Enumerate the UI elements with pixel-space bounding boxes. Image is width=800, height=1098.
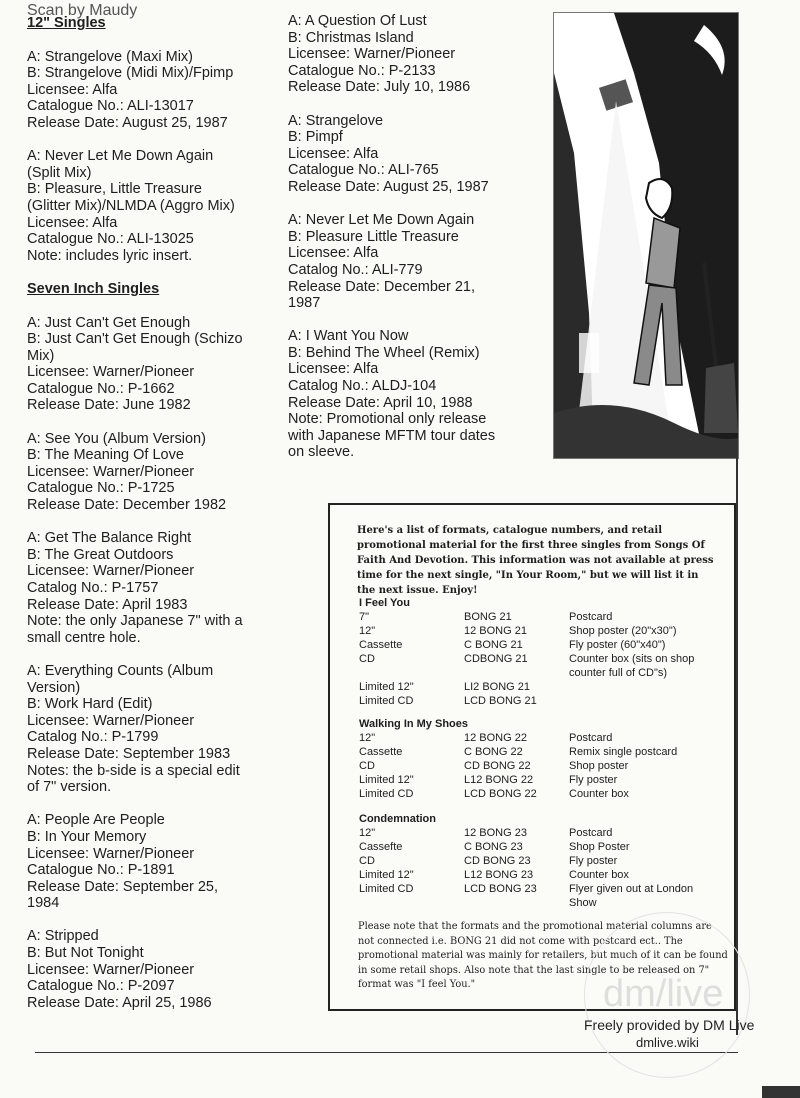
format-cell: Limited CD <box>359 788 414 800</box>
catalogue-cell: CD BONG 23 <box>464 855 531 867</box>
catalogue-cell: L12 BONG 22 <box>464 774 534 786</box>
entry-line: Licensee: Warner/Pioneer <box>27 463 195 480</box>
entry-line: Catalog No.: P-1799 <box>27 729 159 746</box>
entry-line: Catalogue No.: P-1662 <box>27 380 175 397</box>
entry-line: Licensee: Warner/Pioneer <box>27 961 195 978</box>
watermark-text: dm/live <box>603 973 724 1015</box>
entry-line: Note: includes lyric insert. <box>27 247 193 264</box>
entry-line: A: Never Let Me Down Again <box>288 212 475 229</box>
catalogue-cell: C BONG 22 <box>464 746 523 758</box>
scan-credit: Scan by Maudy <box>27 2 138 19</box>
catalogue-cell: C BONG 23 <box>464 841 523 853</box>
promo-cell: Postcard <box>569 611 613 623</box>
entry-line: Licensee: Alfa <box>288 245 379 262</box>
entry-line: Catalogue No.: P-1891 <box>27 862 175 879</box>
frame-line-vertical <box>736 455 738 1035</box>
group-condemnation <box>359 812 694 910</box>
entry-line: Release Date: December 1982 <box>27 497 227 514</box>
entry-line: B: In Your Memory <box>27 828 147 845</box>
entry-line: A: Never Let Me Down Again (Split Mix) <box>27 148 214 181</box>
catalogue-cell: LI2 BONG 21 <box>464 681 531 693</box>
entry-line: B: Strangelove (Midi Mix)/Fpimp <box>27 65 234 82</box>
entry-line: A: Get The Balance Right <box>27 530 192 547</box>
page-corner-tab <box>762 1086 800 1098</box>
format-cell: 12" <box>359 827 376 839</box>
format-cell: 7" <box>359 611 370 623</box>
entry-line: Licensee: Alfa <box>288 361 379 378</box>
entry-line: A: People Are People <box>27 812 165 829</box>
format-cell: Cassette <box>359 746 403 758</box>
entry-line: B: Behind The Wheel (Remix) <box>288 344 480 361</box>
entry-line: Licensee: Warner/Pioneer <box>27 712 195 729</box>
catalogue-cell: 12 BONG 23 <box>464 827 527 839</box>
entry-line: Release Date: April 25, 1986 <box>27 994 212 1011</box>
seven-inch-heading: Seven Inch Singles <box>27 280 160 297</box>
entry-line: Catalogue No.: ALI-765 <box>288 162 439 179</box>
entry-line: Licensee: Warner/Pioneer <box>288 46 456 63</box>
entry-line: Release Date: September 25, 1984 <box>27 878 219 912</box>
promo-cell: Counter box <box>569 788 629 800</box>
twelve-inch-heading: 12" Singles <box>27 15 106 31</box>
provided-by-credit: Freely provided by DM Live <box>584 1017 755 1033</box>
single-entry <box>27 315 277 415</box>
entry-line: Release Date: April 10, 1988 <box>288 394 473 411</box>
group-title: I Feel You <box>359 597 410 609</box>
entry-line: Licensee: Warner/Pioneer <box>27 845 195 862</box>
entry-line: A: Strangelove <box>288 112 384 129</box>
format-cell: CD <box>359 855 375 867</box>
entry-line: Release Date: August 25, 1987 <box>288 178 489 195</box>
sweeper-illustration <box>554 13 738 458</box>
column-two-list <box>288 13 538 461</box>
entry-line: A: Stripped <box>27 928 99 945</box>
group-i-feel-you <box>359 596 695 708</box>
entry-line: B: Work Hard (Edit) <box>27 696 153 713</box>
catalogue-cell: C BONG 21 <box>464 639 523 651</box>
promo-cell: Remix single postcard <box>569 746 678 758</box>
single-entry <box>27 431 277 514</box>
entry-line: A: Strangelove (Maxi Mix) <box>27 48 193 65</box>
entry-line: Licensee: Alfa <box>288 145 379 162</box>
entry-line: Release Date: July 10, 1986 <box>288 79 471 96</box>
catalogue-cell: LCD BONG 22 <box>464 788 537 800</box>
group-walking-in-my-shoes <box>359 717 678 801</box>
entry-line: Catalog No.: ALI-779 <box>288 261 423 278</box>
catalogue-cell: BONG 21 <box>464 611 512 623</box>
catalogue-cell: L12 BONG 23 <box>464 869 534 881</box>
entry-line: B: Pleasure Little Treasure <box>288 228 459 245</box>
entry-line: Catalogue No.: P-2097 <box>27 978 175 995</box>
entry-line: B: But Not Tonight <box>27 945 144 962</box>
format-cell: 12" <box>359 625 376 637</box>
entry-line: Release Date: September 1983 <box>27 745 231 762</box>
format-cell: CD <box>359 760 375 772</box>
illustration <box>553 12 739 459</box>
entry-line: Release Date: December 21, 1987 <box>288 278 475 312</box>
entry-line: A: See You (Album Version) <box>27 430 206 447</box>
format-cell: Limited 12" <box>359 774 414 786</box>
entry-line: B: Christmas Island <box>288 29 414 46</box>
catalogue-cell: LCD BONG 21 <box>464 695 537 707</box>
promo-cell: Fly poster <box>569 774 618 786</box>
entry-line: Catalogue No.: ALI-13017 <box>27 98 194 115</box>
catalogue-cell: CD BONG 22 <box>464 760 531 772</box>
group-title: Walking In My Shoes <box>359 718 468 730</box>
entry-line: B: Pimpf <box>288 129 343 146</box>
entry-line: A: I Want You Now <box>288 328 409 345</box>
singles-column-left <box>27 15 277 1028</box>
entry-line: Note: Promotional only release with Japanese MFTM tour dates on sleeve. <box>288 411 496 461</box>
format-cell: Cassefte <box>359 841 403 853</box>
twelve-inch-list <box>27 49 277 265</box>
single-entry <box>288 212 538 312</box>
entry-line: Catalogue No.: P-1725 <box>27 480 175 497</box>
entry-line: B: Pleasure, Little Treasure (Glitter Mix)/NLMDA (Aggro Mix) <box>27 181 235 214</box>
entry-line: Catalog No.: P-1757 <box>27 580 159 596</box>
format-cell: Limited 12" <box>359 869 414 881</box>
single-entry <box>27 812 277 912</box>
single-entry <box>288 328 538 461</box>
entry-line: Catalogue No.: ALI-13025 <box>27 231 194 248</box>
entry-line: Licensee: Alfa <box>27 214 118 231</box>
entry-line: B: The Great Outdoors <box>27 546 174 563</box>
promo-cell: Postcard <box>569 732 613 744</box>
format-cell: Cassette <box>359 639 403 651</box>
promo-cell: Counter box <box>569 869 629 881</box>
promo-cell: Shop poster (20"x30") <box>569 625 677 637</box>
single-entry <box>27 49 277 132</box>
entry-line: B: Just Can't Get Enough (Schizo Mix) <box>27 331 243 364</box>
promo-cell: Fly poster <box>569 855 618 867</box>
promo-cell: Fly poster (60"x40") <box>569 639 666 651</box>
catalogue-cell: CDBONG 21 <box>464 653 528 665</box>
entry-line: A: Just Can't Get Enough <box>27 314 191 331</box>
entry-line: Catalogue No.: P-2133 <box>288 62 436 79</box>
entry-line: Release Date: April 1983 <box>27 596 188 613</box>
single-entry <box>288 13 538 96</box>
promo-cell: Flyer given out at London Show <box>569 883 694 909</box>
entry-line: B: The Meaning Of Love <box>27 447 184 464</box>
catalogue-cell: 12 BONG 21 <box>464 625 527 637</box>
group-title: Condemnation <box>359 813 436 825</box>
source-site: dmlive.wiki <box>636 1035 699 1050</box>
promo-cell: Counter box (sits on shop counter full of CD"s) <box>569 653 695 679</box>
promo-cell: Shop poster <box>569 760 629 772</box>
format-cell: Limited 12" <box>359 681 414 693</box>
catalogue-cell: LCD BONG 23 <box>464 883 537 895</box>
watermark-logo <box>584 912 750 1078</box>
promo-cell: Postcard <box>569 827 613 839</box>
catalogue-cell: 12 BONG 22 <box>464 732 527 744</box>
singles-column-right <box>288 13 538 478</box>
entry-line: Release Date: June 1982 <box>27 397 191 414</box>
single-entry <box>27 928 277 1011</box>
format-cell: Limited CD <box>359 695 414 707</box>
entry-line: Note: the only Japanese 7" with a small centre hole. <box>27 613 243 646</box>
entry-line: Licensee: Warner/Pioneer <box>27 364 195 381</box>
single-entry <box>27 530 277 646</box>
entry-line: Licensee: Alfa <box>27 81 118 98</box>
entry-line: Catalog No.: ALDJ-104 <box>288 378 437 395</box>
entry-line: Release Date: August 25, 1987 <box>27 114 228 131</box>
format-cell: 12" <box>359 732 376 744</box>
promo-cell: Shop Poster <box>569 841 630 853</box>
promo-footnote: Please note that the formats and the promotional material columns are not connected i.e. BONG 21 did not come with postcard ect.. The promotional material was mainly for retailers, but much of it can be found in some retail shops. Also note that the last single to be released on 7" format was "I feel You." <box>358 921 728 990</box>
single-entry <box>27 663 277 796</box>
format-cell: Limited CD <box>359 883 414 895</box>
promo-intro: Here's a list of formats, catalogue numbers, and retail promotional material for the first three singles from Songs Of Faith And Devotion. This information was not available at press time for the next single, "In Your Room," but we will list it in the next issue. Enjoy! <box>357 525 714 596</box>
format-cell: CD <box>359 653 375 665</box>
single-entry <box>27 148 277 264</box>
entry-line: A: A Question Of Lust <box>288 13 427 29</box>
single-entry <box>288 113 538 196</box>
entry-line: Licensee: Warner/Pioneer <box>27 563 195 580</box>
entry-line: Notes: the b-side is a special edit of 7" version. <box>27 762 240 796</box>
seven-inch-list <box>27 315 277 1012</box>
entry-line: A: Everything Counts (Album Version) <box>27 662 214 696</box>
